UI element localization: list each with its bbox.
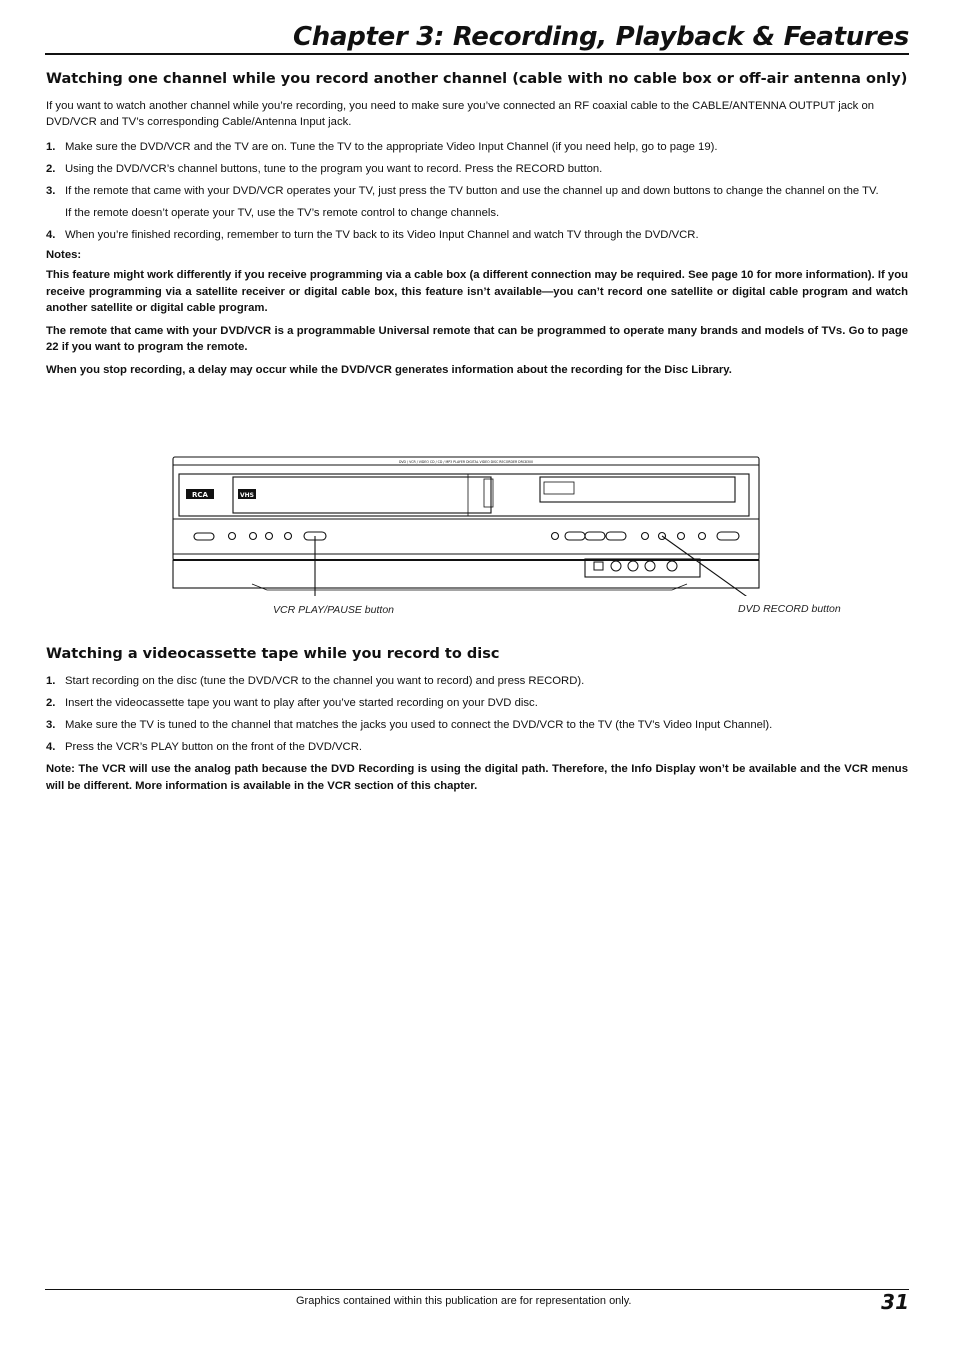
list-item	[46, 717, 908, 733]
vhs-logo-text: VHS	[240, 492, 254, 499]
notes-label: Notes:	[46, 249, 82, 261]
step-number: 3.	[46, 719, 56, 731]
step-text: When you’re finished recording, remember to turn the TV back to its Video Input Channel and watch TV through the DVD/VCR.	[65, 229, 699, 241]
note-paragraph: When you stop recording, a delay may occur while the DVD/VCR generates information about the recording for the Disc Library.	[46, 363, 732, 376]
page-number: 31	[881, 1290, 909, 1314]
footer-rule	[45, 1289, 909, 1290]
rca-logo-text: RCA	[192, 491, 208, 499]
list-item	[46, 139, 908, 155]
section-watch-another-channel	[46, 70, 908, 384]
intro-paragraph: If you want to watch another channel while you’re recording, you need to make sure you’ve connected an RF coaxial cable to the CABLE/ANTENNA OUTPUT jack on DVD/VCR and TV’s corresponding Cable/Antenna Input jack.	[46, 100, 875, 128]
step-number: 4.	[46, 229, 56, 241]
step-text: Make sure the DVD/VCR and the TV are on. Tune the TV to the appropriate Video Input Channel (if you need help, go to page 19).	[65, 141, 718, 153]
note-paragraph: This feature might work differently if you receive programming via a cable box (a different connection may be required. See page 10 for more information). If you receive programming via a satellite receiver or digital cable box, this feature isn’t available—you can’t record one satellite or digital cable program and watch another satellite or digital cable program.	[46, 269, 908, 314]
section-heading: Watching a videocassette tape while you record to disc	[46, 646, 500, 662]
section-heading: Watching one channel while you record another channel (cable with no cable box or off-air antenna only)	[46, 71, 908, 87]
list-item	[46, 161, 908, 177]
step-subtext: If the remote doesn’t operate your TV, use the TV’s remote control to change channels.	[65, 207, 500, 219]
steps-list	[46, 139, 908, 243]
step-number: 1.	[46, 141, 56, 153]
step-text: Press the VCR’s PLAY button on the front of the DVD/VCR.	[65, 741, 363, 753]
step-text: Insert the videocassette tape you want to play after you’ve started recording on your DVD disc.	[65, 697, 538, 709]
header-rule	[45, 53, 909, 55]
dvd-record-callout: DVD RECORD button	[738, 603, 841, 615]
footer-disclaimer: Graphics contained within this publication are for representation only.	[296, 1295, 632, 1307]
step-text: Start recording on the disc (tune the DVD/VCR to the channel you want to record) and press RECORD).	[65, 675, 585, 687]
step-number: 2.	[46, 697, 56, 709]
step-number: 3.	[46, 185, 56, 197]
chapter-title: Chapter 3: Recording, Playback & Features	[292, 22, 909, 52]
step-text: Make sure the TV is tuned to the channel that matches the jacks you used to connect the DVD/VCR to the TV (the TV’s Video Input Channel).	[65, 719, 773, 731]
vcr-analog-note: Note: The VCR will use the analog path because the DVD Recording is using the digital path. Therefore, the Info Display won’t be available and the VCR menus will be different. More information is available in the VCR section of this chapter.	[46, 763, 908, 792]
dvd-vcr-front-panel-illustration	[172, 456, 760, 596]
list-item	[46, 739, 908, 755]
vcr-play-pause-callout: VCR PLAY/PAUSE button	[273, 604, 395, 616]
section-watch-tape-while-recording	[46, 645, 908, 800]
step-number: 2.	[46, 163, 56, 175]
note-paragraph: The remote that came with your DVD/VCR is a programmable Universal remote that can be programmed to operate many brands and models of TVs. Go to page 22 if you want to program the remote.	[46, 324, 908, 353]
step-text: If the remote that came with your DVD/VCR operates your TV, just press the TV button and use the channel up and down buttons to change the channel on the TV.	[65, 185, 879, 197]
list-item	[46, 673, 908, 689]
list-item	[46, 183, 908, 221]
device-model-text: DVD / VCR / VIDEO CD / CD / MP3 PLAYER DIGITAL VIDEO DISC RECORDER DRC8300	[398, 460, 534, 464]
step-number: 1.	[46, 675, 56, 687]
list-item	[46, 227, 908, 243]
steps-list	[46, 673, 908, 755]
step-text: Using the DVD/VCR’s channel buttons, tune to the program you want to record. Press the RECORD button.	[65, 163, 603, 175]
list-item	[46, 695, 908, 711]
step-number: 4.	[46, 741, 56, 753]
